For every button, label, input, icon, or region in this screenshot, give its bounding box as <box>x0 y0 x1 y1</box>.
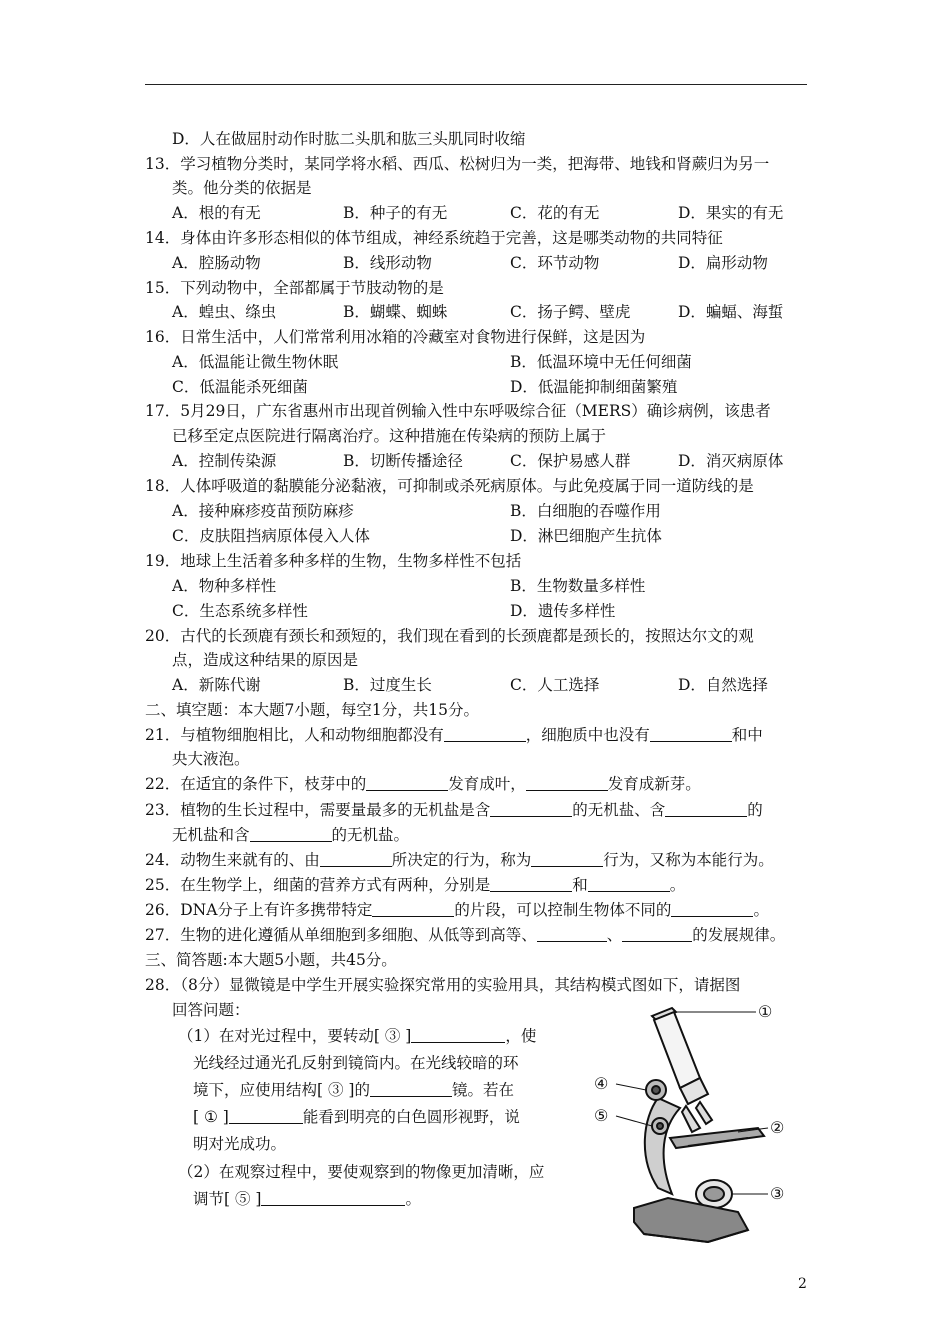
q13-stem: 13．学习植物分类时，某同学将水稻、西瓜、松树归为一类，把海带、地钱和肾蕨归为另一 <box>145 155 770 173</box>
microscope-figure <box>588 998 808 1248</box>
q20-option-d: D．自然选择 <box>678 676 768 694</box>
answer-blank[interactable] <box>650 727 732 742</box>
q26-text-1: 26．DNA分子上有许多携带特定 <box>145 901 373 919</box>
q24-text-2: 所决定的行为，称为 <box>391 851 532 869</box>
label-1: ① <box>758 1002 773 1021</box>
q23-text-3: 的 <box>747 801 763 819</box>
q25-text-2: 和 <box>572 876 588 894</box>
q24-text-3: 行为，又称为本能行为。 <box>603 851 774 869</box>
q13-option-d: D．果实的有无 <box>678 204 784 222</box>
q20-option-c: C．人工选择 <box>510 676 600 694</box>
q24 <box>145 850 774 870</box>
answer-blank[interactable] <box>665 802 747 817</box>
q28-text-4: 镜。若在 <box>451 1081 514 1099</box>
q17-stem-cont: 已移至定点医院进行隔离治疗。这种措施在传染病的预防上属于 <box>172 427 607 445</box>
q27-text-3: 的发展规律。 <box>692 926 786 944</box>
q15-option-d: D．蝙蝠、海蜇 <box>678 303 784 321</box>
q13-stem-cont: 类。他分类的依据是 <box>172 179 312 197</box>
q21-text-3: 和中 <box>731 726 763 744</box>
q13-option-a: A．根的有无 <box>172 204 261 222</box>
answer-blank[interactable] <box>537 927 607 942</box>
q17-option-b: B．切断传播途径 <box>343 452 463 470</box>
q14-option-a: A．腔肠动物 <box>172 254 261 272</box>
q27-text-1: 27．生物的进化遵循从单细胞到多细胞、从低等到高等、 <box>145 926 537 944</box>
q22-text-3: 发育成新芽。 <box>607 775 701 793</box>
q22 <box>145 774 701 794</box>
q26 <box>145 900 769 920</box>
q28-text-5: [ ① ] <box>193 1108 229 1126</box>
q26-text-2: 的片段，可以控制生物体不同的 <box>454 901 672 919</box>
q28-1-line5: 明对光成功。 <box>193 1135 287 1153</box>
q27-text-2: 、 <box>606 926 623 944</box>
q28-2-line2 <box>193 1189 421 1209</box>
q22-text-1: 22．在适宜的条件下，枝芽中的 <box>145 775 367 793</box>
q28-1-line1 <box>178 1026 536 1046</box>
q28-text-6: 能看到明亮的白色圆形视野，说 <box>302 1108 520 1126</box>
q23-text-2: 的无机盐、含 <box>572 801 666 819</box>
answer-blank[interactable] <box>261 1191 405 1206</box>
answer-blank[interactable] <box>588 877 670 892</box>
label-3: ③ <box>770 1184 785 1203</box>
answer-blank[interactable] <box>411 1028 505 1043</box>
q18-option-b: B．白细胞的吞噬作用 <box>510 502 661 520</box>
q28-1-line4 <box>193 1107 520 1127</box>
q13-option-c: C．花的有无 <box>510 204 600 222</box>
answer-blank[interactable] <box>444 727 526 742</box>
header-rule <box>145 84 807 85</box>
q15-option-c: C．扬子鳄、壁虎 <box>510 303 631 321</box>
q28-2-line1: （2）在观察过程中，要使观察到的物像更加清晰，应 <box>178 1163 545 1181</box>
q19-option-c: C．生态系统多样性 <box>172 602 308 620</box>
label-4: ④ <box>594 1074 609 1093</box>
q28-text-1: （1）在对光过程中，要转动[ ③ ] <box>178 1027 412 1045</box>
q25-text-3: 。 <box>669 876 686 894</box>
answer-blank[interactable] <box>320 852 392 867</box>
section3-heading: 三、简答题:本大题5小题，共45分。 <box>145 951 397 969</box>
q28-text-8: 。 <box>405 1190 421 1208</box>
q28-stem: 28．（8分）显微镜是中学生开展实验探究常用的实验用具，其结构模式图如下，请据图 <box>145 976 741 994</box>
q28-stem-cont: 回答问题： <box>172 1001 250 1019</box>
q20-stem: 20．古代的长颈鹿有颈长和颈短的，我们现在看到的长颈鹿都是颈长的，按照达尔文的观 <box>145 627 754 645</box>
answer-blank[interactable] <box>372 902 454 917</box>
q16-option-d: D．低温能抑制细菌繁殖 <box>510 378 678 396</box>
q15-option-a: A．蝗虫、绦虫 <box>172 303 277 321</box>
q20-stem-cont: 点，造成这种结果的原因是 <box>172 651 359 669</box>
q13-option-b: B．种子的有无 <box>343 204 448 222</box>
answer-blank[interactable] <box>366 776 448 791</box>
q15-option-b: B．蝴蝶、蜘蛛 <box>343 303 448 321</box>
page-number: 2 <box>798 1276 807 1292</box>
q19-stem: 19．地球上生活着多种多样的生物，生物多样性不包括 <box>145 552 522 570</box>
answer-blank[interactable] <box>490 877 572 892</box>
q21 <box>145 725 763 745</box>
answer-blank[interactable] <box>622 927 692 942</box>
q14-option-b: B．线形动物 <box>343 254 432 272</box>
q14-stem: 14．身体由许多形态相似的体节组成，神经系统趋于完善，这是哪类动物的共同特征 <box>145 229 723 247</box>
q16-option-b: B．低温环境中无任何细菌 <box>510 353 692 371</box>
q21-text-2: ，细胞质中也没有 <box>525 726 650 744</box>
q19-option-d: D．遗传多样性 <box>510 602 616 620</box>
q17-stem: 17．5月29日，广东省惠州市出现首例输入性中东呼吸综合征（MERS）确诊病例，该患者 <box>145 402 771 420</box>
answer-blank[interactable] <box>229 1109 303 1124</box>
q14-option-c: C．环节动物 <box>510 254 600 272</box>
q28-text-7: 调节[ ⑤ ] <box>193 1190 262 1208</box>
q25 <box>145 875 685 895</box>
q26-text-3: 。 <box>753 901 769 919</box>
q20-option-b: B．过度生长 <box>343 676 432 694</box>
q24-text-1: 24．动物生来就有的、由 <box>145 851 320 869</box>
answer-blank[interactable] <box>250 827 332 842</box>
answer-blank[interactable] <box>671 902 753 917</box>
section2-heading: 二、填空题：本大题7小题，每空1分，共15分。 <box>145 701 479 719</box>
q17-option-d: D．消灭病原体 <box>678 452 784 470</box>
answer-blank[interactable] <box>531 852 603 867</box>
q20-option-a: A．新陈代谢 <box>172 676 261 694</box>
q14-option-d: D．扁形动物 <box>678 254 768 272</box>
label-5: ⑤ <box>594 1106 609 1125</box>
q18-option-c: C．皮肤阻挡病原体侵入人体 <box>172 527 370 545</box>
q16-option-c: C．低温能杀死细菌 <box>172 378 308 396</box>
q12-option-d: D．人在做屈肘动作时肱二头肌和肱三头肌同时收缩 <box>172 130 526 148</box>
q21-text-1: 21．与植物细胞相比，人和动物细胞都没有 <box>145 726 444 744</box>
answer-blank[interactable] <box>370 1082 452 1097</box>
q28-1-line3 <box>193 1080 514 1100</box>
q22-text-2: 发育成叶， <box>448 775 526 793</box>
answer-blank[interactable] <box>490 802 572 817</box>
q23 <box>145 800 763 820</box>
q19-option-a: A．物种多样性 <box>172 577 277 595</box>
q18-stem: 18．人体呼吸道的黏膜能分泌黏液，可抑制或杀死病原体。与此免疫属于同一道防线的是 <box>145 477 754 495</box>
q23-text-4: 无机盐和含 <box>172 826 250 844</box>
q16-stem: 16．日常生活中，人们常常利用冰箱的冷藏室对食物进行保鲜，这是因为 <box>145 328 646 346</box>
q19-option-b: B．生物数量多样性 <box>510 577 646 595</box>
q25-text-1: 25．在生物学上，细菌的营养方式有两种，分别是 <box>145 876 491 894</box>
q21-cont: 央大液泡。 <box>172 750 250 768</box>
q18-option-d: D．淋巴细胞产生抗体 <box>510 527 662 545</box>
q17-option-c: C．保护易感人群 <box>510 452 631 470</box>
q28-1-line2: 光线经过通光孔反射到镜筒内。在光线较暗的环 <box>193 1054 519 1072</box>
q27 <box>145 925 785 945</box>
q23-text-5: 的无机盐。 <box>331 826 410 844</box>
q15-stem: 15．下列动物中，全部都属于节肢动物的是 <box>145 279 444 297</box>
q28-text-2: ，使 <box>505 1027 537 1045</box>
q17-option-a: A．控制传染源 <box>172 452 277 470</box>
answer-blank[interactable] <box>526 776 608 791</box>
q18-option-a: A．接种麻疹疫苗预防麻疹 <box>172 502 354 520</box>
q28-text-3: 境下，应使用结构[ ③ ]的 <box>193 1081 370 1099</box>
q23-cont <box>172 825 409 845</box>
q23-text-1: 23．植物的生长过程中，需要量最多的无机盐是含 <box>145 801 491 819</box>
label-2: ② <box>770 1118 785 1137</box>
q16-option-a: A．低温能让微生物休眠 <box>172 353 339 371</box>
